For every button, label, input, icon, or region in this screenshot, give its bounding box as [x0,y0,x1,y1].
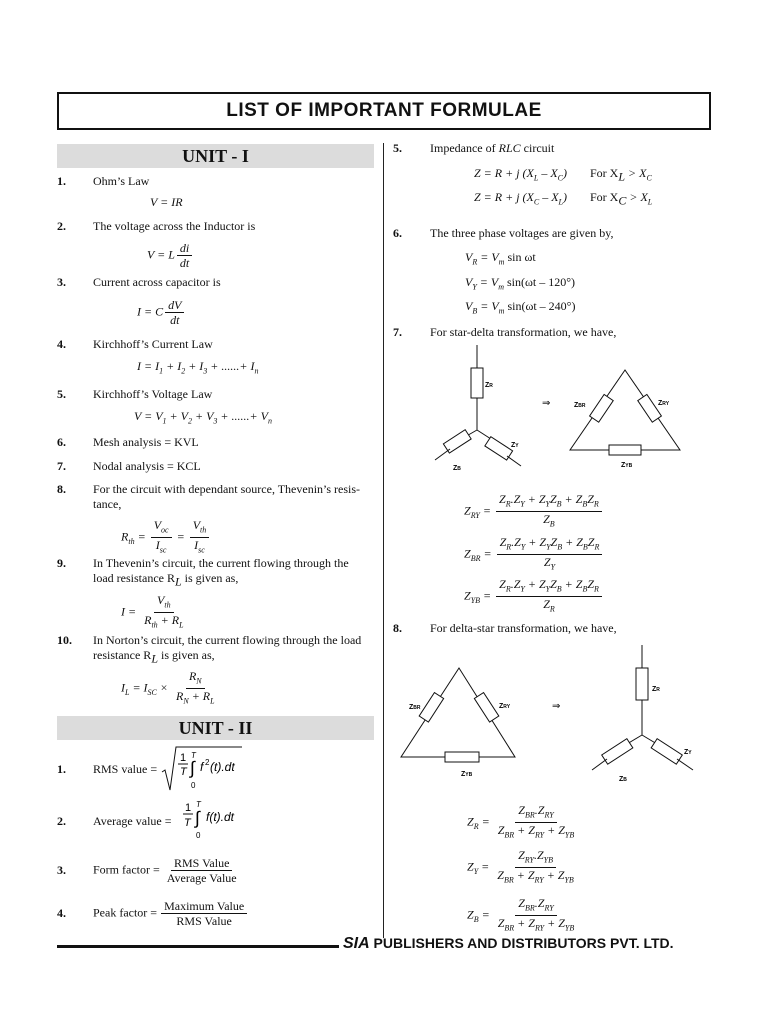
z-r-formula: $Z_R$ = $\frac{Z_{BR}.Z_{RY}}{Z_{BR} + Z_{RY} + Z_{YB}}$ [467,803,575,840]
item-number: 4. [57,337,66,351]
impedance-formula-2: Z = R + j $(X_C - X_L)$ [474,190,567,207]
item-text: Ohm’s Law [93,174,150,188]
thevenin-resistance-formula: $R_{th}$ = $\frac{V_{oc}}{I_{sc}}$ = $\frac{V_{th}}{I_{sc}}$ [121,518,211,558]
svg-text:T: T [191,751,196,760]
item-text-part: load resistance R [93,571,175,585]
svg-text:2: 2 [205,758,210,767]
item-text: For the circuit with dependant source, Thevenin’s resis- [93,482,361,496]
item-number: 1. [57,762,66,776]
peak-factor-numerator: Maximum Value [161,899,247,914]
phase-voltage-r: $V_R = V_m$ sin ωt [465,250,536,267]
item-text-cont: load resistance $R_L$ is given as, [93,571,239,589]
page-title: LIST OF IMPORTANT FORMULAE [226,100,542,121]
item-number: 8. [57,482,66,496]
svg-text:∫: ∫ [190,758,195,778]
arrow-glyph: ⇒ [542,398,551,409]
item-text: Kirchhoff’s Current Law [93,337,213,351]
column-divider [383,143,384,938]
svg-text:ZR: ZR [652,686,660,693]
z-yb-formula: $Z_{YB}$ = $\frac{Z_R.Z_Y + Z_YZ_B + Z_BZ_R}{Z_R}$ [464,577,604,617]
publisher-logo: SIA [343,935,370,952]
unit-1-heading: UNIT - I [182,145,249,166]
impedance-condition-1: For $X_L > X_C$ [590,166,652,184]
item-text-part: is given as, [158,648,215,662]
item-number: 4. [57,906,66,920]
svg-text:ZYB: ZYB [461,771,473,778]
z-y-formula: $Z_Y$ = $\frac{Z_{RY}.Z_{YB}}{Z_{BR} + Z_{RY} + Z_{YB}}$ [467,848,574,885]
svg-text:T: T [196,800,201,809]
item-number: 10. [57,633,72,647]
star-delta-diagram [425,340,695,475]
item-number: 5. [393,141,402,155]
item-text-part: is given as, [181,571,239,585]
unit-1-heading-bar [57,144,374,168]
svg-text:∫: ∫ [195,808,200,828]
svg-text:ZY: ZY [511,442,519,449]
peak-factor-formula [93,899,249,928]
unit-2-heading-bar [57,716,374,740]
item-text-part: resistance R [93,648,152,662]
item-text: Average value = [93,814,172,828]
item-text: For star-delta transformation, we have, [430,325,617,339]
item-text: The three phase voltages are given by, [430,226,614,240]
svg-text:ZRY: ZRY [658,400,670,407]
inductor-voltage-formula: V = L $\frac{di}{dt}$ [147,241,194,270]
svg-text:f: f [200,760,204,774]
svg-text:0: 0 [191,781,196,790]
item-text: In Norton’s circuit, the current flowing through the load [93,633,362,647]
svg-text:ZB: ZB [619,776,627,783]
form-factor-numerator: RMS Value [171,856,232,871]
average-formula [180,797,250,841]
svg-text:ZRY: ZRY [499,703,511,710]
item-number: 2. [57,814,66,828]
svg-text:ZBR: ZBR [574,402,586,409]
item-number: 9. [57,556,66,570]
item-number: 6. [57,435,66,449]
item-text: Mesh analysis = KVL [93,435,199,449]
impedance-condition-2: For $X_C > X_L$ [590,190,653,208]
item-text-part: circuit [520,141,555,155]
svg-text:1: 1 [180,752,187,764]
norton-current-formula: $I_L = I_{SC}$ × $\frac{R_N}{R_N + R_L}$ [121,669,215,706]
item-text [430,141,554,156]
item-number: 5. [57,387,66,401]
svg-text:f(t).dt: f(t).dt [206,810,235,824]
svg-text:T: T [184,817,191,829]
item-number: 8. [393,621,402,635]
condition-label: For X [590,190,619,204]
thevenin-current-formula: I = $\frac{V_{th}}{R_{th} + R_L}$ [121,593,184,630]
phase-voltage-y: $V_Y = V_m$ sin(ωt – 120°) [465,275,576,292]
svg-text:1: 1 [185,802,192,814]
peak-factor-denominator: RMS Value [176,914,232,928]
item-number: 6. [393,226,402,240]
rms-formula [160,744,245,794]
item-number: 3. [57,275,66,289]
publisher-name: PUBLISHERS AND DISTRIBUTORS PVT. LTD. [369,935,674,951]
ohms-law-formula: V = IR [150,195,183,209]
item-number: 7. [393,325,402,339]
kcl-formula: $I = I_1 + I_2 + I_3$ + ......+ $I_n$ [137,359,259,376]
svg-text:ZY: ZY [684,749,692,756]
unit-2-heading: UNIT - II [178,717,253,738]
item-text-cont: tance, [93,497,122,511]
phase-voltage-b: $V_B = V_m$ sin(ωt – 240°) [465,299,576,316]
form-factor-denominator: Average Value [166,871,237,885]
svg-text:T: T [180,766,187,778]
arrow-glyph: ⇒ [552,701,561,712]
svg-text:0: 0 [196,831,201,840]
item-text-cont: resistance $R_L$ is given as, [93,648,215,666]
z-ry-formula: $Z_{RY}$ = $\frac{Z_R.Z_Y + Z_YZ_B + Z_BZ_R}{Z_B}$ [464,492,604,532]
kvl-formula: $V = V_1 + V_2 + V_3$ + ......+ $V_n$ [134,409,272,426]
publisher-footer [343,935,674,953]
svg-text:ZB: ZB [453,465,461,472]
svg-text:ZYB: ZYB [621,462,633,469]
item-text: Current across capacitor is [93,275,221,289]
svg-text:(t).dt: (t).dt [210,760,235,774]
item-text: Nodal analysis = KCL [93,459,201,473]
item-number: 3. [57,863,66,877]
item-text-em: RLC [498,141,521,155]
capacitor-current-formula: I = C $\frac{dV}{dt}$ [137,298,186,327]
item-text: Form factor = [93,862,160,877]
item-number: 2. [57,219,66,233]
item-text: Peak factor = [93,905,158,920]
item-text: For delta-star transformation, we have, [430,621,617,635]
impedance-formula-1: Z = R + j $(X_L - X_C)$ [474,166,567,183]
item-number: 7. [57,459,66,473]
z-b-formula: $Z_B$ = $\frac{Z_{BR}.Z_{RY}}{Z_{BR} + Z_{RY} + Z_{YB}}$ [467,896,575,933]
item-text: Kirchhoff’s Voltage Law [93,387,213,401]
svg-text:ZBR: ZBR [409,704,421,711]
item-text: In Thevenin’s circuit, the current flowing through the [93,556,349,570]
condition-label: For X [590,166,619,180]
form-factor-formula [93,856,242,885]
footer-rule [57,945,339,948]
svg-text:ZR: ZR [485,382,493,389]
item-text: RMS value = [93,762,158,776]
z-br-formula: $Z_{BR}$ = $\frac{Z_R.Z_Y + Z_YZ_B + Z_BZ_R}{Z_Y}$ [464,535,604,575]
item-text-part: Impedance of [430,141,499,155]
page-title-box [57,92,711,130]
item-text: The voltage across the Inductor is [93,219,256,233]
item-number: 1. [57,174,66,188]
delta-star-diagram [395,640,715,790]
